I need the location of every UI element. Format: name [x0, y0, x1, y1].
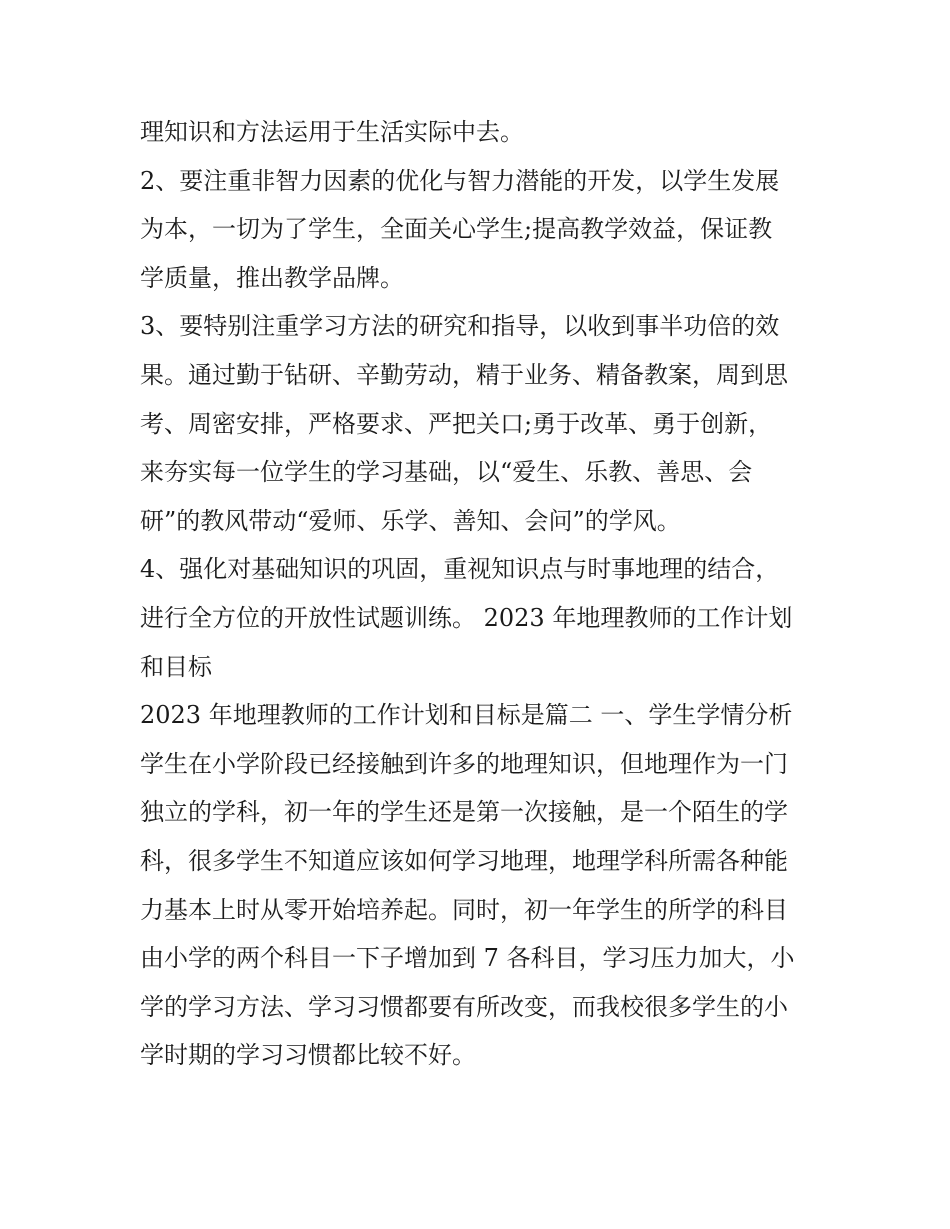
- text-line: 4、强化对基础知识的巩固，重视知识点与时事地理的结合，: [140, 555, 780, 584]
- text-line: 学时期的学习习惯都比较不好。: [140, 1041, 476, 1070]
- text-line: 2023 年地理教师的工作计划和目标是篇二 一、学生学情分析: [140, 701, 793, 730]
- text-line: 和目标: [140, 652, 212, 681]
- text-line: 进行全方位的开放性试题训练。 2023 年地理教师的工作计划: [140, 603, 793, 632]
- text-line: 科，很多学生不知道应该如何学习地理，地理学科所需各种能: [140, 846, 788, 875]
- text-line: 学生在小学阶段已经接触到许多的地理知识，但地理作为一门: [140, 749, 788, 778]
- text-line: 3、要特别注重学习方法的研究和指导，以收到事半功倍的效: [140, 312, 780, 341]
- text-line: 来夯实每一位学生的学习基础，以“爱生、乐教、善思、会: [140, 458, 753, 487]
- text-line: 考、周密安排，严格要求、严把关口;勇于改革、勇于创新，: [140, 409, 773, 438]
- text-line: 独立的学科，初一年的学生还是第一次接触，是一个陌生的学: [140, 798, 788, 827]
- text-line: 研”的教风带动“爱师、乐学、善知、会问”的学风。: [140, 506, 681, 535]
- text-line: 学的学习方法、学习习惯都要有所改变，而我校很多学生的小: [140, 992, 788, 1021]
- text-line: 果。通过勤于钻研、辛勤劳动，精于业务、精备教案，周到思: [140, 360, 788, 389]
- text-line: 2、要注重非智力因素的优化与智力潜能的开发，以学生发展: [140, 166, 780, 195]
- text-line: 学质量，推出教学品牌。: [140, 263, 404, 292]
- text-line: 力基本上时从零开始培养起。同时，初一年学生的所学的科目: [140, 895, 788, 924]
- body-text: [140, 108, 820, 1080]
- text-line: 为本，一切为了学生，全面关心学生;提高教学效益，保证教: [140, 215, 773, 244]
- text-line: 由小学的两个科目一下子增加到 7 各科目，学习压力加大，小: [140, 944, 795, 973]
- text-line: 理知识和方法运用于生活实际中去。: [140, 118, 524, 146]
